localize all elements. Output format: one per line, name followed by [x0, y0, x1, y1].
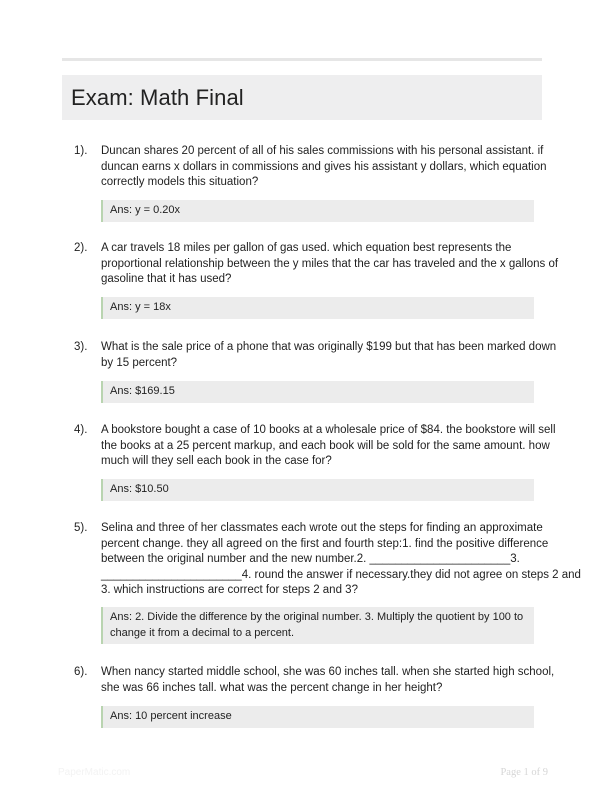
question-line: correctly models this situation? [101, 176, 259, 188]
question-line: the books at a 25 percent markup, and each book will be sold for the same amount. how [101, 439, 550, 452]
answer-line: Ans: 2. Divide the difference by the original number. 3. Multiply the quotient by 100 to [110, 611, 524, 623]
answer-line: Ans: $169.15 [110, 385, 175, 397]
question-text [101, 521, 581, 599]
top-divider [62, 58, 542, 61]
answer-line: Ans: $10.50 [110, 483, 169, 495]
question-line: much will they sell each book in the case for? [101, 455, 332, 467]
question-line: A bookstore bought a case of 10 books at a wholesale price of $84. the bookstore will sell [101, 424, 556, 436]
question-number: 3). [74, 341, 88, 353]
question-line: 3. which instructions are correct for steps 2 and 3? [101, 584, 358, 596]
question-line: she was 66 inches tall. what was the percent change in her height? [101, 681, 443, 694]
question-line: proportional relationship between the y miles that the car has traveled and the x gallons of [101, 257, 559, 270]
question-number: 6). [74, 666, 88, 678]
question-line: Duncan shares 20 percent of all of his sales commissions with his personal assistant. if [101, 145, 544, 157]
answer-line: Ans: 10 percent increase [110, 710, 232, 722]
answer-box [101, 479, 534, 501]
footer-watermark: PaperMatic.com [58, 767, 131, 778]
answer-box [101, 381, 534, 403]
question-number: 4). [74, 424, 88, 436]
question-line: What is the sale price of a phone that was originally $199 but that has been marked down [101, 341, 557, 353]
question-line: percent change. they all agreed on the first and fourth step:1. find the positive difference [101, 537, 549, 550]
question-number: 2). [74, 242, 88, 254]
question-number: 1). [74, 145, 88, 157]
answer-box [101, 200, 534, 222]
question-line: When nancy started middle school, she was 60 inches tall. when she started high school, [101, 666, 555, 678]
answer-box [101, 297, 534, 319]
question-line: between the original number and the new number.2. ______________________3. [101, 553, 520, 565]
answer-box [101, 706, 534, 728]
answer-line: change it from a decimal to a percent. [110, 626, 295, 639]
question-line: ______________________4. round the answer if necessary.they did not agree on steps 2 and [101, 568, 581, 581]
answer-line: Ans: y = 0.20x [110, 204, 181, 216]
exam-header [62, 75, 542, 120]
answer-box [101, 607, 534, 644]
answer-line: Ans: y = 18x [110, 301, 171, 313]
question-text [101, 340, 557, 371]
question-text [101, 423, 556, 470]
question-line: A car travels 18 miles per gallon of gas used. which equation best represents the [101, 242, 512, 254]
page-title: Exam: Math Final [71, 84, 244, 110]
question-line: duncan earns x dollars in commissions and gives his assistant y dollars, which equation [101, 160, 547, 173]
page-number: Page 1 of 9 [500, 767, 548, 778]
question-number: 5). [74, 522, 88, 534]
question-text [101, 144, 547, 191]
question-line: Selina and three of her classmates each wrote out the steps for finding an approximate [101, 522, 543, 534]
question-line: by 15 percent? [101, 356, 178, 369]
question-text [101, 665, 555, 696]
question-line: gasoline that it has used? [101, 273, 232, 285]
question-text [101, 241, 559, 288]
